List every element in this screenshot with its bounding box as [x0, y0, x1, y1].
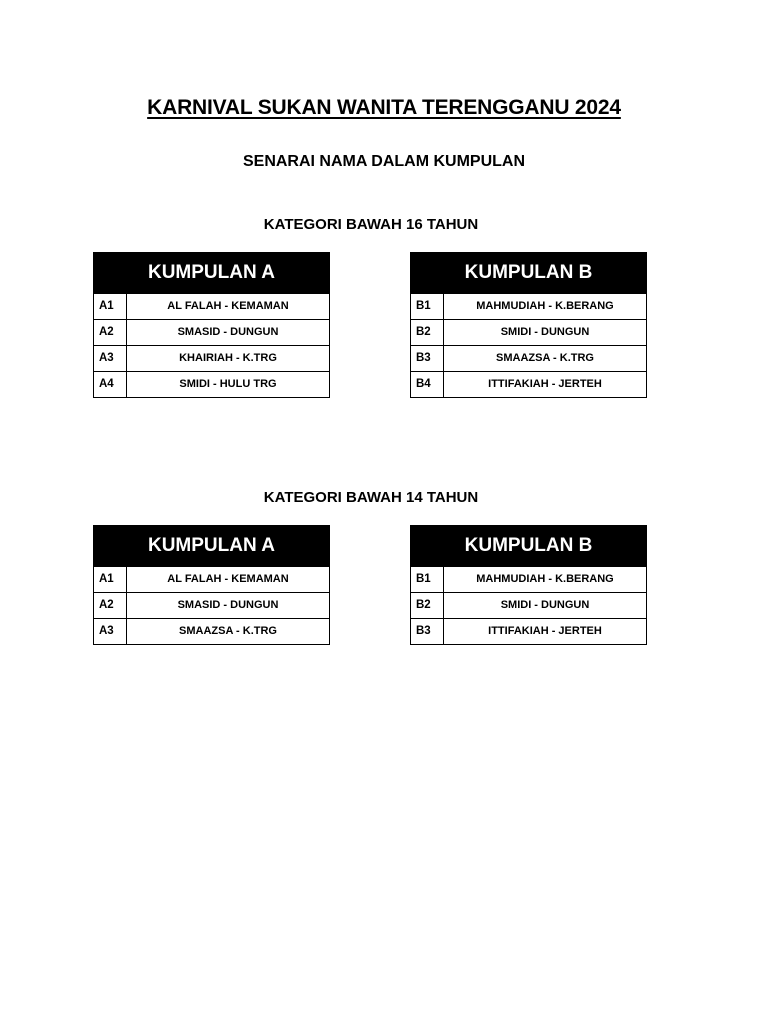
team-name: ITTIFAKIAH - JERTEH [444, 619, 647, 645]
group-header: KUMPULAN B [411, 526, 646, 566]
team-name: SMAAZSA - K.TRG [127, 619, 330, 645]
team-name: KHAIRIAH - K.TRG [127, 346, 330, 372]
team-code: B1 [411, 294, 444, 320]
group-table [94, 566, 329, 644]
team-name: SMIDI - DUNGUN [444, 593, 647, 619]
table-row [411, 567, 646, 593]
group-header: KUMPULAN A [94, 253, 329, 293]
group-a-u14 [93, 525, 330, 645]
team-name: AL FALAH - KEMAMAN [127, 294, 330, 320]
team-name: SMASID - DUNGUN [127, 593, 330, 619]
team-code: B3 [411, 619, 444, 645]
document-title: KARNIVAL SUKAN WANITA TERENGGANU 2024 [147, 96, 621, 119]
table-row [94, 294, 329, 320]
group-b-u14 [410, 525, 647, 645]
table-row [94, 346, 329, 372]
team-code: B3 [411, 346, 444, 372]
team-code: A2 [94, 593, 127, 619]
team-code: B2 [411, 320, 444, 346]
category-heading-u16: KATEGORI BAWAH 16 TAHUN [263, 216, 479, 233]
group-b-u16 [410, 252, 647, 398]
team-code: B4 [411, 372, 444, 398]
group-table [411, 566, 646, 644]
team-name: ITTIFAKIAH - JERTEH [444, 372, 647, 398]
team-name: SMIDI - DUNGUN [444, 320, 647, 346]
team-code: A3 [94, 619, 127, 645]
table-row [94, 567, 329, 593]
team-name: SMAAZSA - K.TRG [444, 346, 647, 372]
team-code: A3 [94, 346, 127, 372]
team-code: A4 [94, 372, 127, 398]
table-row [411, 593, 646, 619]
table-row [94, 593, 329, 619]
team-name: MAHMUDIAH - K.BERANG [444, 567, 647, 593]
document-subtitle: SENARAI NAMA DALAM KUMPULAN [242, 153, 526, 170]
group-table [411, 293, 646, 397]
table-row [94, 320, 329, 346]
team-name: SMASID - DUNGUN [127, 320, 330, 346]
table-row [411, 346, 646, 372]
table-row [411, 619, 646, 645]
team-code: B1 [411, 567, 444, 593]
team-name: MAHMUDIAH - K.BERANG [444, 294, 647, 320]
team-code: A1 [94, 294, 127, 320]
group-header: KUMPULAN A [94, 526, 329, 566]
category-heading-u14: KATEGORI BAWAH 14 TAHUN [263, 489, 479, 506]
team-code: A2 [94, 320, 127, 346]
team-name: SMIDI - HULU TRG [127, 372, 330, 398]
table-row [411, 320, 646, 346]
team-name: AL FALAH - KEMAMAN [127, 567, 330, 593]
group-table [94, 293, 329, 397]
group-header: KUMPULAN B [411, 253, 646, 293]
table-row [411, 372, 646, 398]
team-code: A1 [94, 567, 127, 593]
table-row [411, 294, 646, 320]
table-row [94, 619, 329, 645]
team-code: B2 [411, 593, 444, 619]
group-a-u16 [93, 252, 330, 398]
table-row [94, 372, 329, 398]
